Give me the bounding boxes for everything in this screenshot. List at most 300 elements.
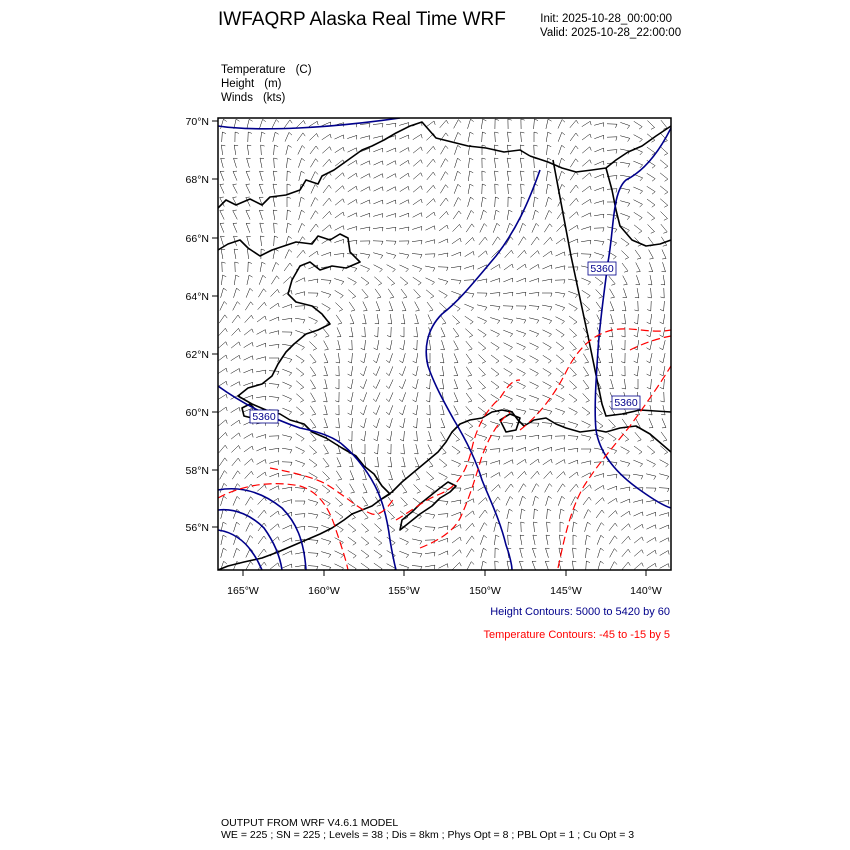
wind-barb [494, 158, 495, 168]
wind-barb [390, 418, 393, 428]
wind-barb [425, 527, 435, 528]
wind-barb [335, 538, 344, 543]
wind-barb-flag [455, 336, 459, 337]
wind-barb [532, 223, 536, 232]
wind-barb-flag [652, 205, 655, 207]
wind-barb-flag [351, 310, 355, 311]
wind-barb [481, 210, 484, 220]
wind-barb-flag [361, 453, 365, 454]
wind-barb [361, 550, 369, 556]
wind-barb-flag [356, 173, 357, 177]
wind-barb-flag [348, 440, 352, 441]
wind-barb [348, 148, 357, 152]
wind-barb [543, 459, 551, 465]
wind-barb-flag [548, 386, 551, 389]
wind-barb-flag [429, 310, 433, 311]
wind-barb-flag [647, 348, 650, 350]
wind-barb [427, 146, 434, 153]
wind-barb [662, 418, 666, 427]
wind-barb [533, 197, 534, 207]
wind-barb-flag [590, 485, 592, 489]
wind-barb [351, 457, 353, 467]
wind-barb [417, 431, 418, 441]
wind-barb-flag [400, 439, 404, 441]
wind-barb-flag [421, 199, 422, 203]
wind-barb [582, 213, 591, 217]
wind-barb-flag [315, 185, 318, 188]
wind-barb [660, 564, 669, 569]
wind-barb [256, 343, 265, 347]
wind-barb [413, 173, 421, 180]
wind-barb-flag [458, 171, 461, 173]
wind-barb [556, 368, 564, 374]
wind-barb [282, 525, 291, 529]
wind-barb-flag [564, 436, 565, 440]
wind-barb-flag [279, 486, 280, 490]
wind-barb-flag [265, 316, 266, 320]
wind-barb-flag [265, 383, 266, 387]
wind-barb-flag [497, 321, 499, 324]
wind-barb [260, 132, 261, 142]
wind-barb-flag [651, 218, 654, 220]
wind-barb [529, 409, 539, 411]
wind-barb-flag [375, 323, 379, 324]
wind-barb-flag [523, 496, 526, 498]
wind-barb [581, 227, 591, 230]
wind-barb [451, 291, 460, 294]
wind-barb [245, 497, 250, 506]
wind-barb-flag [663, 232, 667, 233]
wind-barb [504, 460, 513, 465]
wind-barb-flag [562, 158, 565, 160]
wind-barb [594, 123, 604, 126]
wind-barb [375, 289, 381, 297]
wind-barb-flag [562, 171, 565, 173]
wind-barb-flag [413, 374, 416, 376]
wind-barb [221, 548, 224, 558]
wind-barb-flag [374, 348, 378, 350]
wind-barb-flag [329, 554, 331, 557]
wind-barb [295, 330, 304, 333]
wind-barb [218, 407, 226, 413]
wind-barb [298, 158, 301, 167]
wind-barb-flag [327, 504, 330, 507]
wind-barb-flag [382, 227, 383, 231]
wind-barb-flag [550, 471, 552, 475]
wind-barb [232, 328, 239, 335]
wind-barb-flag [406, 542, 409, 545]
wind-barb [648, 224, 655, 231]
wind-barb-flag [353, 282, 356, 285]
wind-barb [582, 186, 590, 192]
wind-barb-flag [352, 518, 356, 520]
wind-barb [325, 379, 327, 389]
wind-barb [374, 187, 383, 191]
wind-barb-flag [224, 561, 227, 563]
wind-barb [534, 522, 535, 532]
wind-barb [569, 225, 577, 230]
wind-barb [529, 306, 539, 307]
wind-barb [376, 380, 380, 389]
wind-barb [478, 251, 486, 257]
wind-barb [297, 133, 303, 141]
wind-barb [568, 422, 578, 425]
wind-barb [274, 158, 275, 168]
wind-barb [438, 538, 447, 541]
wind-barb-flag [470, 171, 474, 173]
wind-barb-flag [600, 426, 603, 428]
wind-barb [546, 197, 549, 207]
wind-barb [413, 199, 421, 205]
wind-barb [558, 132, 562, 141]
wind-barb-flag [348, 361, 352, 363]
wind-barb [325, 392, 327, 402]
wind-barb-flag [472, 224, 474, 227]
wind-barb-flag [586, 401, 590, 403]
wind-barb [568, 436, 578, 437]
wind-barb [543, 251, 551, 257]
wind-barb-flag [588, 282, 591, 285]
wind-barb [529, 435, 539, 437]
wind-barb [390, 314, 391, 324]
wind-barb-flag [278, 436, 279, 440]
wind-barb-flag [315, 198, 318, 201]
wind-barb [608, 498, 616, 503]
wind-barb-flag [622, 310, 626, 311]
wind-barb [321, 280, 331, 281]
wind-barb-flag [484, 425, 487, 428]
wind-barb [585, 522, 588, 532]
wind-barb [503, 330, 512, 334]
wind-barb [258, 536, 264, 544]
wind-barb-flag [483, 210, 486, 212]
wind-barb [546, 548, 549, 558]
wind-barb [335, 173, 343, 180]
wind-barb-flag [316, 540, 318, 544]
wind-barb [441, 146, 446, 155]
wind-barb-flag [448, 564, 449, 568]
wind-barb-flag [348, 400, 351, 402]
wind-barb [466, 367, 471, 375]
wind-barb-flag [386, 426, 389, 428]
wind-barb-flag [564, 472, 566, 476]
wind-barb-flag [616, 176, 617, 180]
wind-barb-flag [278, 289, 280, 293]
wind-barb [269, 331, 279, 334]
wind-barb [234, 275, 235, 285]
wind-barb [546, 132, 548, 142]
wind-barb [547, 145, 548, 155]
wind-barb-flag [287, 171, 291, 172]
wind-barb-flag [523, 399, 526, 402]
wind-barb-flag [290, 437, 292, 440]
wind-barb [260, 223, 262, 233]
wind-barb [634, 200, 643, 205]
wind-barb [376, 405, 380, 414]
wind-barb-flag [509, 509, 512, 511]
wind-barb-flag [336, 427, 340, 428]
wind-barb [621, 238, 629, 244]
wind-barb-flag [662, 259, 666, 260]
wind-barb [494, 522, 496, 532]
wind-barb [296, 381, 304, 388]
wind-barb-flag [426, 414, 430, 415]
wind-barb [399, 123, 409, 126]
wind-barb [247, 119, 249, 129]
wind-barb-flag [328, 295, 330, 298]
wind-barb-flag [482, 362, 486, 364]
wind-barb [282, 318, 292, 319]
wind-barb [309, 459, 317, 465]
wind-barb [270, 524, 278, 530]
field-name: Winds [221, 92, 253, 104]
wind-barb-flag [265, 330, 266, 334]
wind-barb [507, 145, 509, 155]
wind-barb-flag [264, 510, 266, 513]
wind-barb-flag [470, 197, 473, 199]
wind-barb-flag [420, 554, 422, 558]
wind-barb [399, 135, 408, 139]
wind-barb-flag [469, 335, 473, 337]
wind-barb [219, 445, 225, 453]
wind-barb [258, 302, 265, 309]
wind-barb-flag [275, 132, 278, 134]
wind-barb [243, 369, 252, 373]
wind-barb-flag [361, 439, 365, 441]
wind-barb [664, 301, 665, 311]
wind-barb-flag [589, 497, 591, 500]
wind-barb-flag [457, 452, 460, 454]
wind-barb [438, 514, 448, 515]
wind-barb [388, 510, 395, 517]
wind-barb [479, 367, 486, 374]
wind-barb [336, 315, 342, 323]
wind-barb-flag [335, 375, 339, 376]
wind-barb-flag [499, 449, 500, 453]
wind-barb-flag [382, 124, 383, 128]
wind-barb-flag [460, 488, 461, 492]
wind-barb-flag [329, 198, 331, 201]
wind-barb [559, 509, 561, 519]
wind-barb [663, 353, 665, 363]
wind-barb [310, 406, 315, 414]
wind-barb [246, 536, 250, 545]
wind-barb-flag [289, 412, 292, 415]
wind-barb-flag [226, 433, 228, 437]
wind-barb [542, 265, 551, 269]
wind-barb-flag [660, 361, 663, 363]
wind-barb-flag [369, 227, 370, 231]
wind-barb [374, 174, 383, 179]
wind-barb-flag [508, 184, 512, 185]
wind-barb [376, 366, 380, 375]
wind-barb [453, 224, 460, 231]
wind-barb-flag [278, 563, 279, 567]
wind-barb-flag [369, 124, 370, 128]
wind-barb [621, 511, 629, 517]
wind-barb [558, 496, 561, 505]
wind-barb-flag [536, 399, 539, 402]
wind-barb-flag [587, 548, 591, 550]
wind-barb [323, 211, 330, 218]
wind-barb [660, 538, 669, 543]
wind-barb [361, 537, 369, 543]
wind-barb-flag [249, 119, 252, 121]
wind-barb [362, 510, 368, 518]
wind-barb [404, 431, 405, 441]
wind-barb [607, 215, 617, 216]
wind-barb [361, 174, 370, 179]
wind-barb [568, 291, 577, 294]
wind-barb [243, 382, 252, 385]
wind-barb-flag [265, 370, 266, 374]
wind-barb [622, 562, 628, 570]
wind-barb [273, 184, 275, 194]
wind-barb [258, 497, 265, 504]
border-line [553, 160, 671, 416]
wind-barb [451, 266, 461, 267]
wind-barb-flag [561, 509, 565, 511]
wind-barb [221, 496, 224, 506]
wind-barb [427, 302, 433, 310]
wind-barb [468, 197, 471, 207]
wind-barb-flag [534, 145, 538, 146]
wind-barb-flag [220, 197, 224, 198]
wind-barb [336, 471, 341, 479]
wind-barb [364, 314, 366, 324]
wind-barb [218, 342, 226, 349]
wind-barb [377, 340, 379, 350]
wind-barb-flag [508, 522, 512, 524]
wind-barb [269, 396, 279, 397]
wind-barb [351, 392, 353, 402]
wind-barb-flag [399, 373, 402, 376]
wind-barb [503, 318, 513, 320]
wind-barb [625, 314, 626, 324]
wind-barb [607, 150, 617, 151]
wind-barb [286, 158, 287, 168]
wind-barb-flag [609, 349, 613, 350]
wind-barb-flag [652, 166, 655, 169]
wind-barb [273, 171, 274, 181]
wind-barb-flag [612, 427, 616, 429]
wind-barb [233, 302, 238, 311]
wind-barb [441, 159, 446, 168]
wind-barb-flag [421, 213, 422, 217]
wind-barb [399, 564, 408, 567]
wind-barb-flag [535, 210, 538, 212]
wind-barb-flag [434, 121, 435, 125]
wind-barb-flag [647, 322, 651, 324]
wind-barb [651, 288, 652, 298]
wind-barb-flag [508, 535, 512, 536]
wind-barb-flag [375, 466, 379, 467]
wind-barb-flag [616, 150, 617, 154]
wind-barb-flag [408, 200, 409, 204]
wind-barb-flag [510, 223, 513, 225]
wind-barb-flag [304, 526, 305, 530]
wind-barb [544, 237, 551, 244]
wind-barb-flag [574, 322, 577, 324]
wind-barb-flag [343, 147, 344, 151]
contour-label [588, 262, 616, 275]
wind-barb [296, 433, 304, 438]
wind-barb [610, 562, 615, 571]
wind-barb-flag [525, 435, 526, 439]
wind-barb-flag [340, 296, 343, 299]
wind-barb-flag [303, 320, 305, 324]
wind-barb [349, 302, 355, 310]
wind-barb [581, 240, 591, 241]
wind-barb-flag [348, 413, 352, 415]
wind-barb-flag [551, 293, 552, 297]
wind-barb-flag [590, 254, 591, 258]
wind-barb [233, 211, 238, 220]
wind-barb-flag [237, 302, 240, 305]
wind-barb [621, 251, 628, 258]
wind-barb-flag [536, 334, 539, 337]
wind-barb [647, 525, 656, 529]
wind-barb [570, 341, 577, 348]
lat-label: 58°N [185, 465, 209, 477]
wind-barb-flag [249, 275, 252, 277]
wind-barb-flag [312, 414, 316, 415]
wind-barb-flag [224, 483, 227, 486]
wind-barb [464, 280, 474, 281]
wind-barb-flag [365, 518, 369, 520]
wind-barb [222, 132, 223, 142]
wind-barb-flag [577, 448, 578, 452]
wind-barb-flag [536, 347, 539, 350]
wind-barb [360, 136, 370, 139]
wind-barb-flag [509, 374, 512, 377]
wind-barb [322, 134, 330, 140]
wind-barb [610, 289, 615, 298]
wind-barb [516, 447, 525, 450]
wind-barb [310, 367, 316, 375]
wind-barb-flag [601, 438, 604, 441]
wind-barb [517, 264, 525, 270]
wind-barb-flag [587, 522, 590, 524]
wind-barb-flag [664, 219, 668, 221]
wind-barb-flag [509, 387, 512, 390]
wind-barb-flag [400, 426, 403, 428]
wind-barb-flag [628, 190, 630, 193]
wind-barb [295, 306, 305, 307]
wind-barb [310, 354, 316, 362]
wind-barb [517, 382, 526, 386]
wind-barb-flag [574, 400, 577, 402]
wind-barb [257, 485, 264, 492]
wind-barb-flag [495, 548, 499, 549]
wind-barb-flag [647, 335, 651, 337]
wind-barb [516, 330, 525, 333]
wind-barb-flag [565, 252, 566, 256]
wind-barb-flag [586, 561, 590, 563]
wind-barb [503, 422, 513, 424]
wind-barb-flag [498, 497, 500, 500]
wind-barb-flag [378, 530, 382, 532]
wind-barb [348, 213, 357, 217]
wind-barb-flag [629, 487, 630, 491]
wind-barb-flag [351, 492, 355, 493]
wind-barb [310, 380, 315, 389]
wind-barb-flag [343, 186, 345, 190]
wind-barb-flag [379, 543, 382, 545]
wind-barb-flag [399, 361, 402, 363]
wind-barb [634, 121, 642, 126]
wind-barb [296, 394, 303, 401]
